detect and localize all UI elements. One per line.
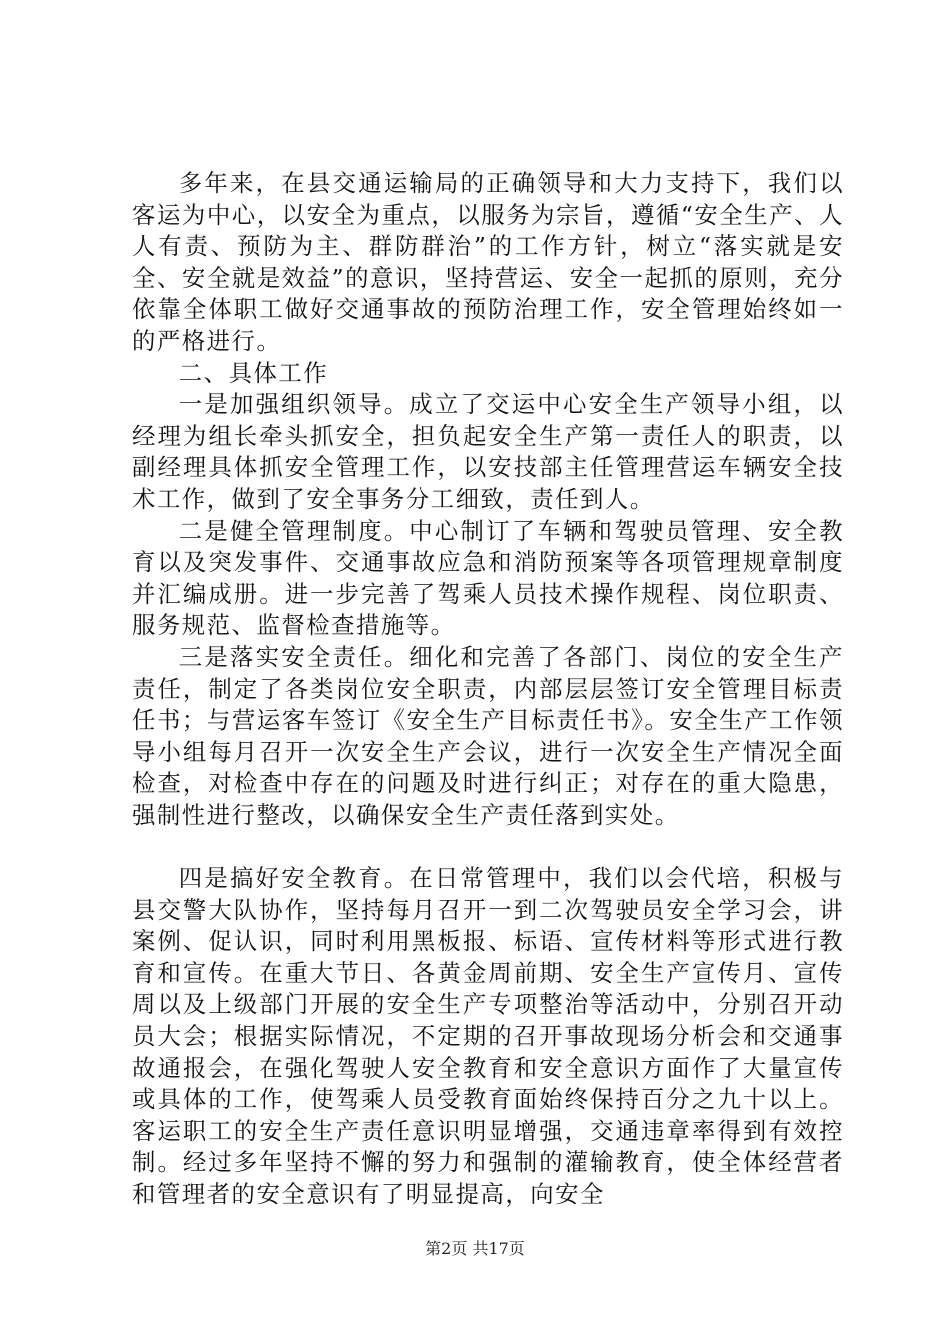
paragraph-education: 四是搞好安全教育。在日常管理中，我们以会代培，积极与县交警大队协作，坚持每月召开一到二次驾驶员安全学习会，讲案例、促认识，同时利用黑板报、标语、宣传材料等形式进行教育和宣传。在重大节日、各黄金周前期、安全生产宣传月、宣传周以及上级部门开展的安全生产专项整治等活动中，分别召开动员大会；根据实际情况，不定期的召开事故现场分析会和交通事故通报会，在强化驾驶人安全教育和安全意识方面作了大量宣传或具体的工作，使驾乘人员受教育面始终保持百分之九十以上。客运职工的安全生产责任意识明显增强，交通违章率得到有效控制。经过多年坚持不懈的努力和强制的灌输教育，使全体经营者和管理者的安全意识有了明显提高，向安全 [132,864,844,1208]
paragraph-intro: 多年来，在县交通运输局的正确领导和大力支持下，我们以客运为中心，以安全为重点，以服务为宗旨，遵循“安全生产、人人有责、预防为主、群防群治”的工作方针，树立“落实就是安全、安全就是效益”的意识，坚持营运、安全一起抓的原则，充分依靠全体职工做好交通事故的预防治理工作，安全管理始终如一的严格进行。 [132,169,844,355]
document-body [132,168,844,1211]
section-heading: 二、具体工作 [178,358,329,387]
paragraph-system: 二是健全管理制度。中心制订了车辆和驾驶员管理、安全教育以及突发事件、交通事故应急和消防预案等各项管理规章制度并汇编成册。进一步完善了驾乘人员技术操作规程、岗位职责、服务规范、监督检查措施等。 [132,516,844,640]
page-footer: 第2页 共17页 [425,1239,525,1258]
paragraph-responsibility: 三是落实安全责任。细化和完善了各部门、岗位的安全生产责任，制定了各类岗位安全职责，内部层层签订安全管理目标责任书；与营运客车签订《安全生产目标责任书》。安全生产工作领导小组每月召开一次安全生产会议，进行一次安全生产情况全面检查，对检查中存在的问题及时进行纠正；对存在的重大隐患，强制性进行整改，以确保安全生产责任落到实处。 [132,642,844,829]
paragraph-gap [132,831,844,863]
paragraph-organization: 一是加强组织领导。成立了交运中心安全生产领导小组，以经理为组长牵头抓安全，担负起安全生产第一责任人的职责，以副经理具体抓安全管理工作，以安技部主任管理营运车辆安全技术工作，做到了安全事务分工细致，责任到人。 [132,390,844,513]
